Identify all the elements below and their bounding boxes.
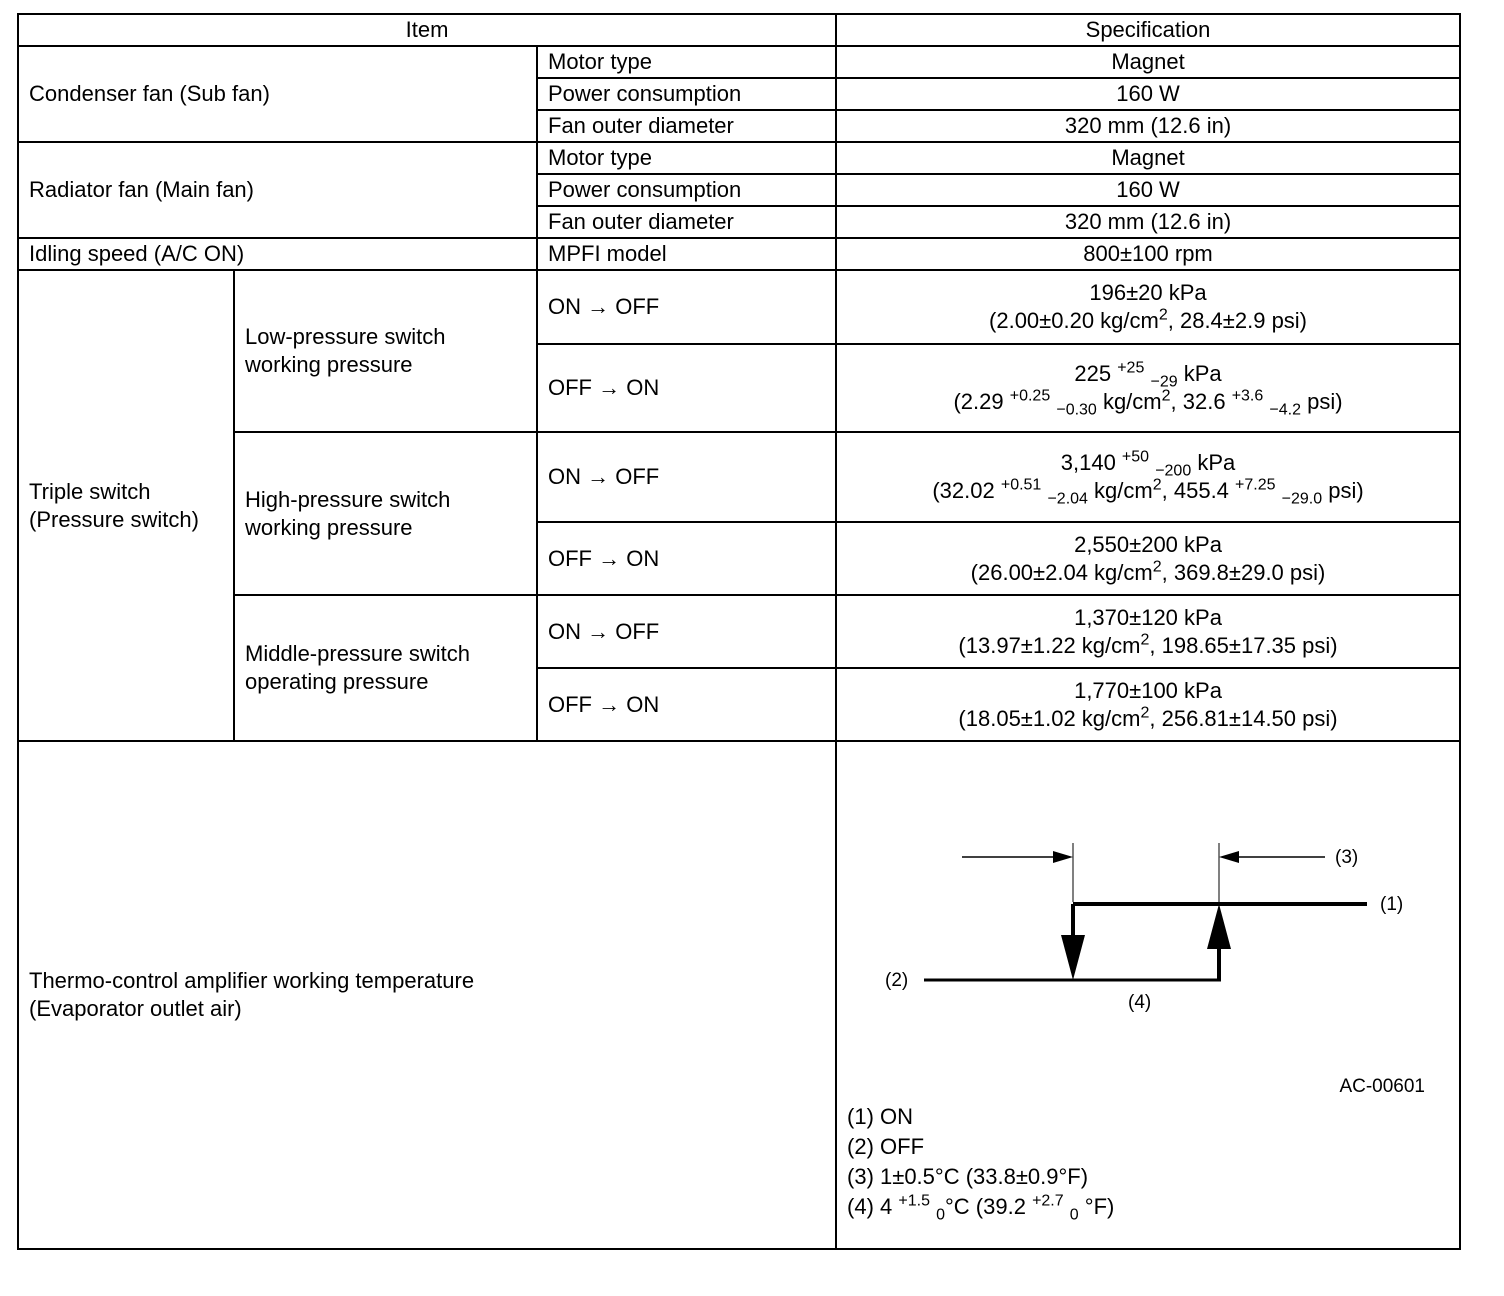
thermo-label: [18, 741, 836, 1249]
spec-text: (32.02: [932, 478, 1001, 503]
state-label: OFF → ON: [537, 668, 836, 741]
superscript: +1.5: [898, 1192, 930, 1210]
spec-line-2: [847, 705, 1449, 733]
spec-text: , 28.4±2.9 psi): [1167, 308, 1308, 333]
superscript: 2: [1140, 631, 1150, 649]
row-name: Motor type: [537, 142, 836, 174]
spec-line-2: [847, 476, 1449, 508]
subscript: 0: [1069, 1206, 1079, 1224]
spec-line-2: [847, 387, 1449, 419]
spec-value: [836, 270, 1460, 344]
spec-line-1: 1,770±100 kPa: [1074, 677, 1222, 703]
state-label: ON → OFF: [537, 595, 836, 668]
row-name: Fan outer diameter: [537, 110, 836, 142]
subscript: 0: [936, 1206, 945, 1224]
spec-line-1: 2,550±200 kPa: [1074, 531, 1222, 557]
middle-pressure-line-2: operating pressure: [245, 669, 429, 694]
row-name: MPFI model: [537, 238, 836, 270]
high-pressure-line-1: High-pressure switch: [245, 486, 451, 512]
spec-text: kPa: [1177, 361, 1222, 386]
table-row: [18, 741, 1460, 1249]
spec-value: [836, 344, 1460, 432]
state-label: OFF → ON: [537, 522, 836, 595]
legend-text: (4) 4: [847, 1194, 899, 1219]
thermo-diagram-cell: [836, 741, 1460, 1249]
thermo-line-1: Thermo-control amplifier working temperature: [29, 968, 475, 993]
legend-item-1: (1) ON: [847, 1104, 914, 1129]
state-label: ON → OFF: [537, 270, 836, 344]
spec-line-1: 196±20 kPa: [1089, 280, 1207, 305]
spec-text: (26.00±2.04 kg/cm: [970, 559, 1153, 585]
row-value: Magnet: [836, 46, 1460, 78]
spec-text: (18.05±1.02 kg/cm: [958, 705, 1141, 731]
row-value: 320 mm (12.6 in): [836, 206, 1460, 238]
switch-off-arrow: [1061, 935, 1085, 980]
spec-value: [836, 522, 1460, 595]
subscript: −2.04: [1047, 490, 1088, 508]
spec-value: [836, 595, 1460, 668]
low-pressure-line-2: working pressure: [245, 352, 413, 377]
state-label: ON → OFF: [537, 432, 836, 522]
superscript: +25: [1117, 359, 1145, 377]
spec-line-2: [847, 632, 1449, 660]
condenser-fan-label: Condenser fan (Sub fan): [18, 46, 537, 142]
thermo-line-2: (Evaporator outlet air): [29, 996, 242, 1021]
spec-text: 225: [1074, 361, 1118, 386]
spec-text: , 32.6: [1170, 389, 1232, 414]
row-name: Power consumption: [537, 78, 836, 110]
spec-text: , 369.8±29.0 psi): [1161, 559, 1326, 585]
callout-2: (2): [885, 970, 909, 991]
row-name: Fan outer diameter: [537, 206, 836, 238]
row-value: 800±100 rpm: [836, 238, 1460, 270]
diagram-legend: [837, 1102, 1459, 1230]
callout-1: (1): [1380, 894, 1404, 915]
spec-line-2: [847, 307, 1449, 335]
row-value: Magnet: [836, 142, 1460, 174]
superscript: +3.6: [1231, 387, 1264, 405]
row-value: 160 W: [836, 174, 1460, 206]
legend-text: °F): [1078, 1194, 1115, 1219]
spec-value: [836, 432, 1460, 522]
superscript: 2: [1152, 558, 1162, 576]
table-row: [18, 270, 1460, 344]
legend-text: °C (39.2: [945, 1194, 1033, 1219]
figure-code: AC-00601: [1339, 1076, 1426, 1097]
middle-pressure-line-1: Middle-pressure switch: [245, 641, 470, 666]
high-pressure-label: [234, 432, 537, 595]
subscript: −200: [1155, 462, 1192, 480]
superscript: +7.25: [1235, 476, 1276, 494]
legend-item-3: (3) 1±0.5°C (33.8±0.9°F): [847, 1164, 1089, 1189]
hysteresis-diagram: [837, 742, 1457, 1102]
low-pressure-line-1: Low-pressure switch: [245, 324, 446, 349]
legend-item-4: [847, 1192, 1449, 1222]
spec-text: , 256.81±14.50 psi): [1149, 705, 1338, 731]
header-specification: Specification: [836, 14, 1460, 46]
high-pressure-line-2: working pressure: [245, 514, 413, 540]
subscript: −0.30: [1056, 401, 1097, 419]
spec-text: psi): [1322, 478, 1364, 503]
subscript: −29.0: [1281, 490, 1323, 508]
spec-text: psi): [1301, 389, 1343, 414]
spec-line-1: 1,370±120 kPa: [1074, 604, 1222, 630]
row-name: Power consumption: [537, 174, 836, 206]
row-value: 320 mm (12.6 in): [836, 110, 1460, 142]
spec-line-1: [847, 448, 1449, 480]
subscript: −29: [1150, 373, 1178, 391]
table-row: [18, 142, 1460, 174]
superscript: +0.25: [1009, 387, 1051, 405]
low-pressure-label: [234, 270, 537, 432]
radiator-fan-label: Radiator fan (Main fan): [18, 142, 537, 238]
triple-switch-line-1: Triple switch: [29, 478, 151, 504]
triple-switch-label: [18, 270, 234, 741]
spec-text: , 455.4: [1161, 478, 1236, 503]
idling-label: Idling speed (A/C ON): [18, 238, 537, 270]
superscript: +2.7: [1032, 1192, 1064, 1210]
spec-line-2: [847, 559, 1449, 587]
callout-4: (4): [1128, 992, 1152, 1013]
spec-text: 3,140: [1060, 450, 1122, 475]
callout-3: (3): [1335, 847, 1359, 868]
dimension-arrow-left: [1053, 851, 1073, 863]
state-label: OFF → ON: [537, 344, 836, 432]
table-row: [18, 432, 1460, 522]
superscript: 2: [1158, 306, 1168, 324]
superscript: +0.51: [1000, 476, 1042, 494]
switch-on-arrow: [1207, 904, 1231, 949]
row-value: 160 W: [836, 78, 1460, 110]
superscript: 2: [1161, 387, 1171, 405]
spec-text: kPa: [1191, 450, 1236, 475]
row-name: Motor type: [537, 46, 836, 78]
table-row: [18, 238, 1460, 270]
spec-text: kg/cm: [1087, 478, 1153, 503]
spec-text: , 198.65±17.35 psi): [1149, 632, 1338, 658]
superscript: +50: [1121, 448, 1150, 466]
spec-line-1: [847, 359, 1449, 391]
header-row: [18, 14, 1460, 46]
header-item: Item: [18, 14, 836, 46]
subscript: −4.2: [1269, 401, 1301, 419]
dimension-arrow-right: [1219, 851, 1239, 863]
triple-switch-line-2: (Pressure switch): [29, 506, 199, 532]
legend-item-2: (2) OFF: [847, 1134, 925, 1159]
spec-text: (2.29: [953, 389, 1010, 414]
spec-text: kg/cm: [1096, 389, 1162, 414]
table-row: [18, 595, 1460, 668]
spec-text: (2.00±0.20 kg/cm: [989, 308, 1159, 333]
spec-value: [836, 668, 1460, 741]
middle-pressure-label: [234, 595, 537, 741]
superscript: 2: [1140, 704, 1150, 722]
spec-text: (13.97±1.22 kg/cm: [958, 632, 1141, 658]
superscript: 2: [1152, 476, 1162, 494]
table-row: [18, 46, 1460, 78]
specification-table: [17, 13, 1461, 1250]
